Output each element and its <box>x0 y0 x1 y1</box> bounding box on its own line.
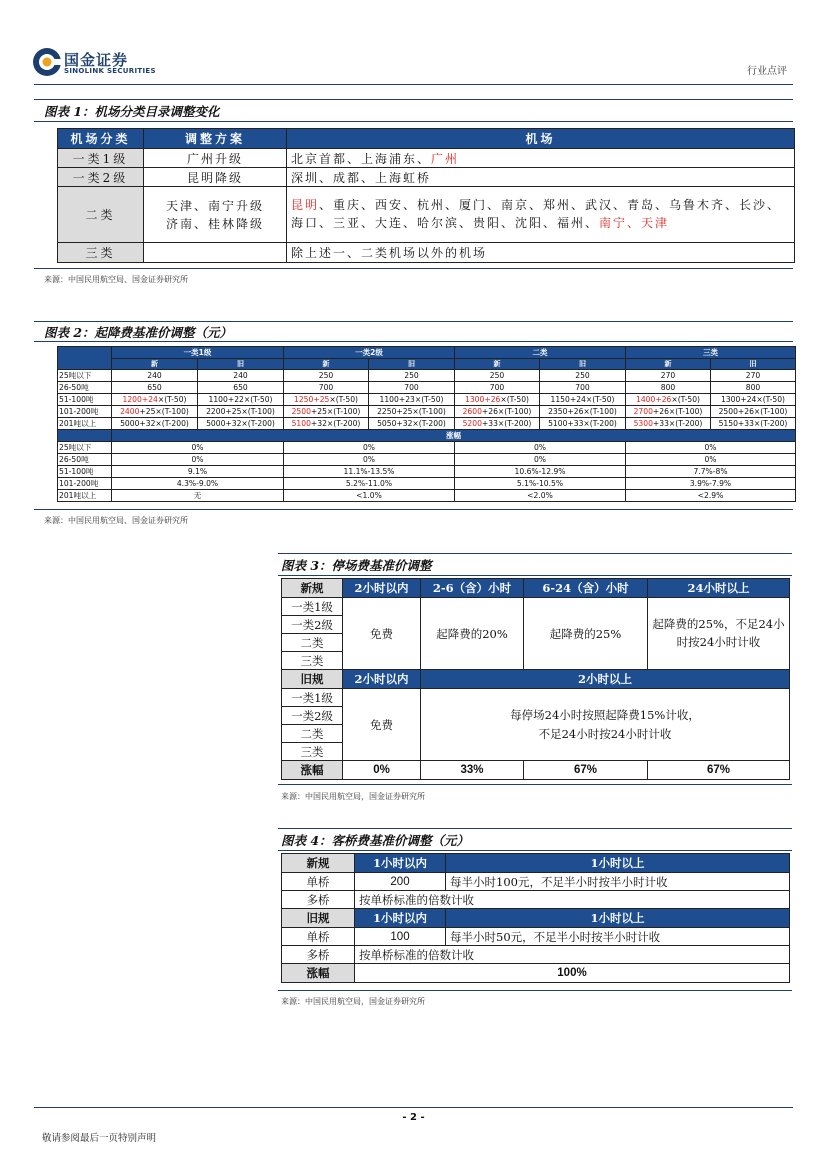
price-cell: 700 <box>455 382 540 394</box>
increase-cell: 3.9%-7.9% <box>626 478 796 490</box>
increase-cell: 0% <box>626 454 796 466</box>
increase-cell: 0% <box>455 442 626 454</box>
increase-cell: 0% <box>112 442 284 454</box>
sub-header: 旧 <box>711 359 796 370</box>
table-row: 三类 除上述一、二类机场以外的机场 <box>58 243 795 263</box>
landing-fee-table <box>57 346 796 502</box>
footer-divider <box>34 1107 793 1108</box>
price-cell: 800 <box>711 382 796 394</box>
airport-classification-table <box>57 128 795 263</box>
weight-label: 25吨以下 <box>58 442 112 454</box>
price-cell: 700 <box>284 382 369 394</box>
table4-top-line <box>278 828 792 829</box>
increase-cell: <2.9% <box>626 490 796 502</box>
table4-bottom-line <box>278 990 792 991</box>
table2-source: 来源：中国民用航空局、国金证券研究所 <box>44 516 188 525</box>
increase-cell: 9.1% <box>112 466 284 478</box>
table-row <box>58 406 796 418</box>
table-row <box>58 394 796 406</box>
table1-source: 来源：中国民用航空局、国金证券研究所 <box>44 275 188 284</box>
table3-title: 图表 3：停场费基准价调整 <box>281 558 432 573</box>
col-header-class: 机场分类 <box>58 129 144 149</box>
increase-cell: 0% <box>626 442 796 454</box>
price-cell: 250 <box>369 370 455 382</box>
increase-cell: 11.1%-13.5% <box>284 466 455 478</box>
price-cell: 5300+33×(T-200) <box>626 418 711 430</box>
table-row <box>58 466 796 478</box>
table-row <box>58 490 796 502</box>
price-cell: 700 <box>369 382 455 394</box>
table4-title-line <box>278 850 792 851</box>
price-cell: 2250+25×(T-100) <box>369 406 455 418</box>
table3-bottom-line <box>278 784 792 785</box>
price-cell: 2600+26×(T-100) <box>455 406 540 418</box>
price-cell: 5000+32×(T-200) <box>198 418 284 430</box>
price-cell: 270 <box>626 370 711 382</box>
price-cell: 5100+33×(T-200) <box>540 418 626 430</box>
sinolink-logo-icon <box>32 47 62 77</box>
price-cell: 250 <box>540 370 626 382</box>
price-cell: 1100+23×(T-50) <box>369 394 455 406</box>
price-cell: 1250+25×(T-50) <box>284 394 369 406</box>
table-row <box>58 478 796 490</box>
increase-cell: 0% <box>284 442 455 454</box>
corner-cell <box>58 430 112 442</box>
weight-label: 26-50吨 <box>58 382 112 394</box>
weight-label: 201吨以上 <box>58 418 112 430</box>
price-cell: 5200+33×(T-200) <box>455 418 540 430</box>
increase-header: 涨幅 <box>112 430 796 442</box>
price-cell: 270 <box>711 370 796 382</box>
table-row <box>58 454 796 466</box>
weight-label: 201吨以上 <box>58 490 112 502</box>
disclaimer-note: 敬请参阅最后一页特别声明 <box>42 1133 157 1144</box>
increase-cell: 0% <box>455 454 626 466</box>
increase-cell: 4.3%-9.0% <box>112 478 284 490</box>
table1-title-line <box>34 121 793 122</box>
sub-header: 新 <box>284 359 369 370</box>
increase-cell: 10.6%-12.9% <box>455 466 626 478</box>
table4-source: 来源：中国民用航空局，国金证券研究所 <box>281 997 425 1006</box>
table2-bottom-line <box>34 509 793 510</box>
table-row <box>58 382 796 394</box>
price-cell: 800 <box>626 382 711 394</box>
table-row <box>58 442 796 454</box>
price-cell: 1100+22×(T-50) <box>198 394 284 406</box>
sub-header: 旧 <box>369 359 455 370</box>
table3-title-line <box>278 575 792 576</box>
weight-label: 25吨以下 <box>58 370 112 382</box>
price-cell: 650 <box>112 382 198 394</box>
parking-fee-table: 新规 2小时以内 2-6（含）小时 6-24（含）小时 24小时以上 一类1级 免费 起降费的20% 起降费的25% 起降费的25%，不足24小时按24小时计收 一类2级 二类 三类 旧规 2小时以内 2小时以上 一类1级 免费 每停场24小时按照起降费15%计收， 不足24小时按24小时计收 一类2级 二类 三类 涨幅 0% 33% 67% 67% <box>281 578 790 780</box>
increase-cell: <2.0% <box>455 490 626 502</box>
price-cell: 650 <box>198 382 284 394</box>
increase-cell: 5.1%-10.5% <box>455 478 626 490</box>
price-cell: 5000+32×(T-200) <box>112 418 198 430</box>
table2-top-line <box>34 321 793 322</box>
weight-label: 51-100吨 <box>58 394 112 406</box>
price-cell: 2500+25×(T-100) <box>284 406 369 418</box>
price-cell: 5100+32×(T-200) <box>284 418 369 430</box>
price-cell: 700 <box>540 382 626 394</box>
logo-english-name: SINOLINK SECURITIES <box>64 67 156 75</box>
table3-top-line <box>278 553 792 554</box>
col-header-airports: 机场 <box>287 129 795 149</box>
increase-cell: 7.7%-8% <box>626 466 796 478</box>
table4-title: 图表 4：客桥费基准价调整（元） <box>281 833 470 848</box>
increase-cell: 0% <box>284 454 455 466</box>
group-header: 一类1级 <box>112 347 284 359</box>
weight-label: 51-100吨 <box>58 466 112 478</box>
price-cell: 2700+26×(T-100) <box>626 406 711 418</box>
price-cell: 5050+32×(T-200) <box>369 418 455 430</box>
table3-source: 来源：中国民用航空局，国金证券研究所 <box>281 792 425 801</box>
price-cell: 1300+24×(T-50) <box>711 394 796 406</box>
table2-title: 图表 2：起降费基准价调整（元） <box>44 325 233 340</box>
weight-label: 101-200吨 <box>58 406 112 418</box>
group-header: 二类 <box>455 347 626 359</box>
table-row: 二类 天津、南宁升级 济南、桂林降级 昆明、重庆、西安、杭州、厦门、南京、郑州、武汉、青岛、乌鲁木齐、长沙、海口、三亚、大连、哈尔滨、贵阳、沈阳、福州、南宁、天津 <box>58 187 795 243</box>
col-header-plan: 调整方案 <box>144 129 287 149</box>
sub-header: 旧 <box>540 359 626 370</box>
weight-label: 26-50吨 <box>58 454 112 466</box>
table2-title-line <box>34 341 793 342</box>
price-cell: 1400+26×(T-50) <box>626 394 711 406</box>
sub-header: 新 <box>112 359 198 370</box>
report-category: 行业点评 <box>747 66 787 77</box>
increase-cell: 0% <box>112 454 284 466</box>
sub-header: 新 <box>455 359 540 370</box>
table-row: 一类2级 昆明降级 深圳、成都、上海虹桥 <box>58 168 795 187</box>
price-cell: 240 <box>112 370 198 382</box>
price-cell: 250 <box>284 370 369 382</box>
table1-title: 图表 1：机场分类目录调整变化 <box>44 104 220 119</box>
price-cell: 1300+26×(T-50) <box>455 394 540 406</box>
increase-cell: <1.0% <box>284 490 455 502</box>
logo-chinese-name: 国金证券 <box>64 51 129 69</box>
price-cell: 1200+24×(T-50) <box>112 394 198 406</box>
corner-cell <box>58 347 112 370</box>
table-row <box>58 370 796 382</box>
weight-label: 101-200吨 <box>58 478 112 490</box>
price-cell: 2500+26×(T-100) <box>711 406 796 418</box>
increase-cell: 无 <box>112 490 284 502</box>
group-header: 一类2级 <box>284 347 455 359</box>
sub-header: 旧 <box>198 359 284 370</box>
price-cell: 5150+33×(T-200) <box>711 418 796 430</box>
header-divider <box>34 84 793 85</box>
table-row: 一类1级 广州升级 北京首都、上海浦东、广州 <box>58 149 795 168</box>
increase-cell: 5.2%-11.0% <box>284 478 455 490</box>
price-cell: 2350+26×(T-100) <box>540 406 626 418</box>
price-cell: 2400+25×(T-100) <box>112 406 198 418</box>
group-header: 三类 <box>626 347 796 359</box>
table1-bottom-line <box>34 268 793 269</box>
page-number: - 2 - <box>402 1112 425 1123</box>
table-row <box>58 418 796 430</box>
table1-top-line <box>34 99 793 100</box>
price-cell: 240 <box>198 370 284 382</box>
bridge-fee-table: 新规 1小时以内 1小时以上 单桥 200 每半小时100元，不足半小时按半小时计收 多桥 按单桥标准的倍数计收 旧规 1小时以内 1小时以上 单桥 100 每半小时50元，不足半小时按半小时计收 多桥 按单桥标准的倍数计收 涨幅 100% <box>281 853 790 983</box>
sub-header: 新 <box>626 359 711 370</box>
price-cell: 2200+25×(T-100) <box>198 406 284 418</box>
price-cell: 1150+24×(T-50) <box>540 394 626 406</box>
price-cell: 250 <box>455 370 540 382</box>
